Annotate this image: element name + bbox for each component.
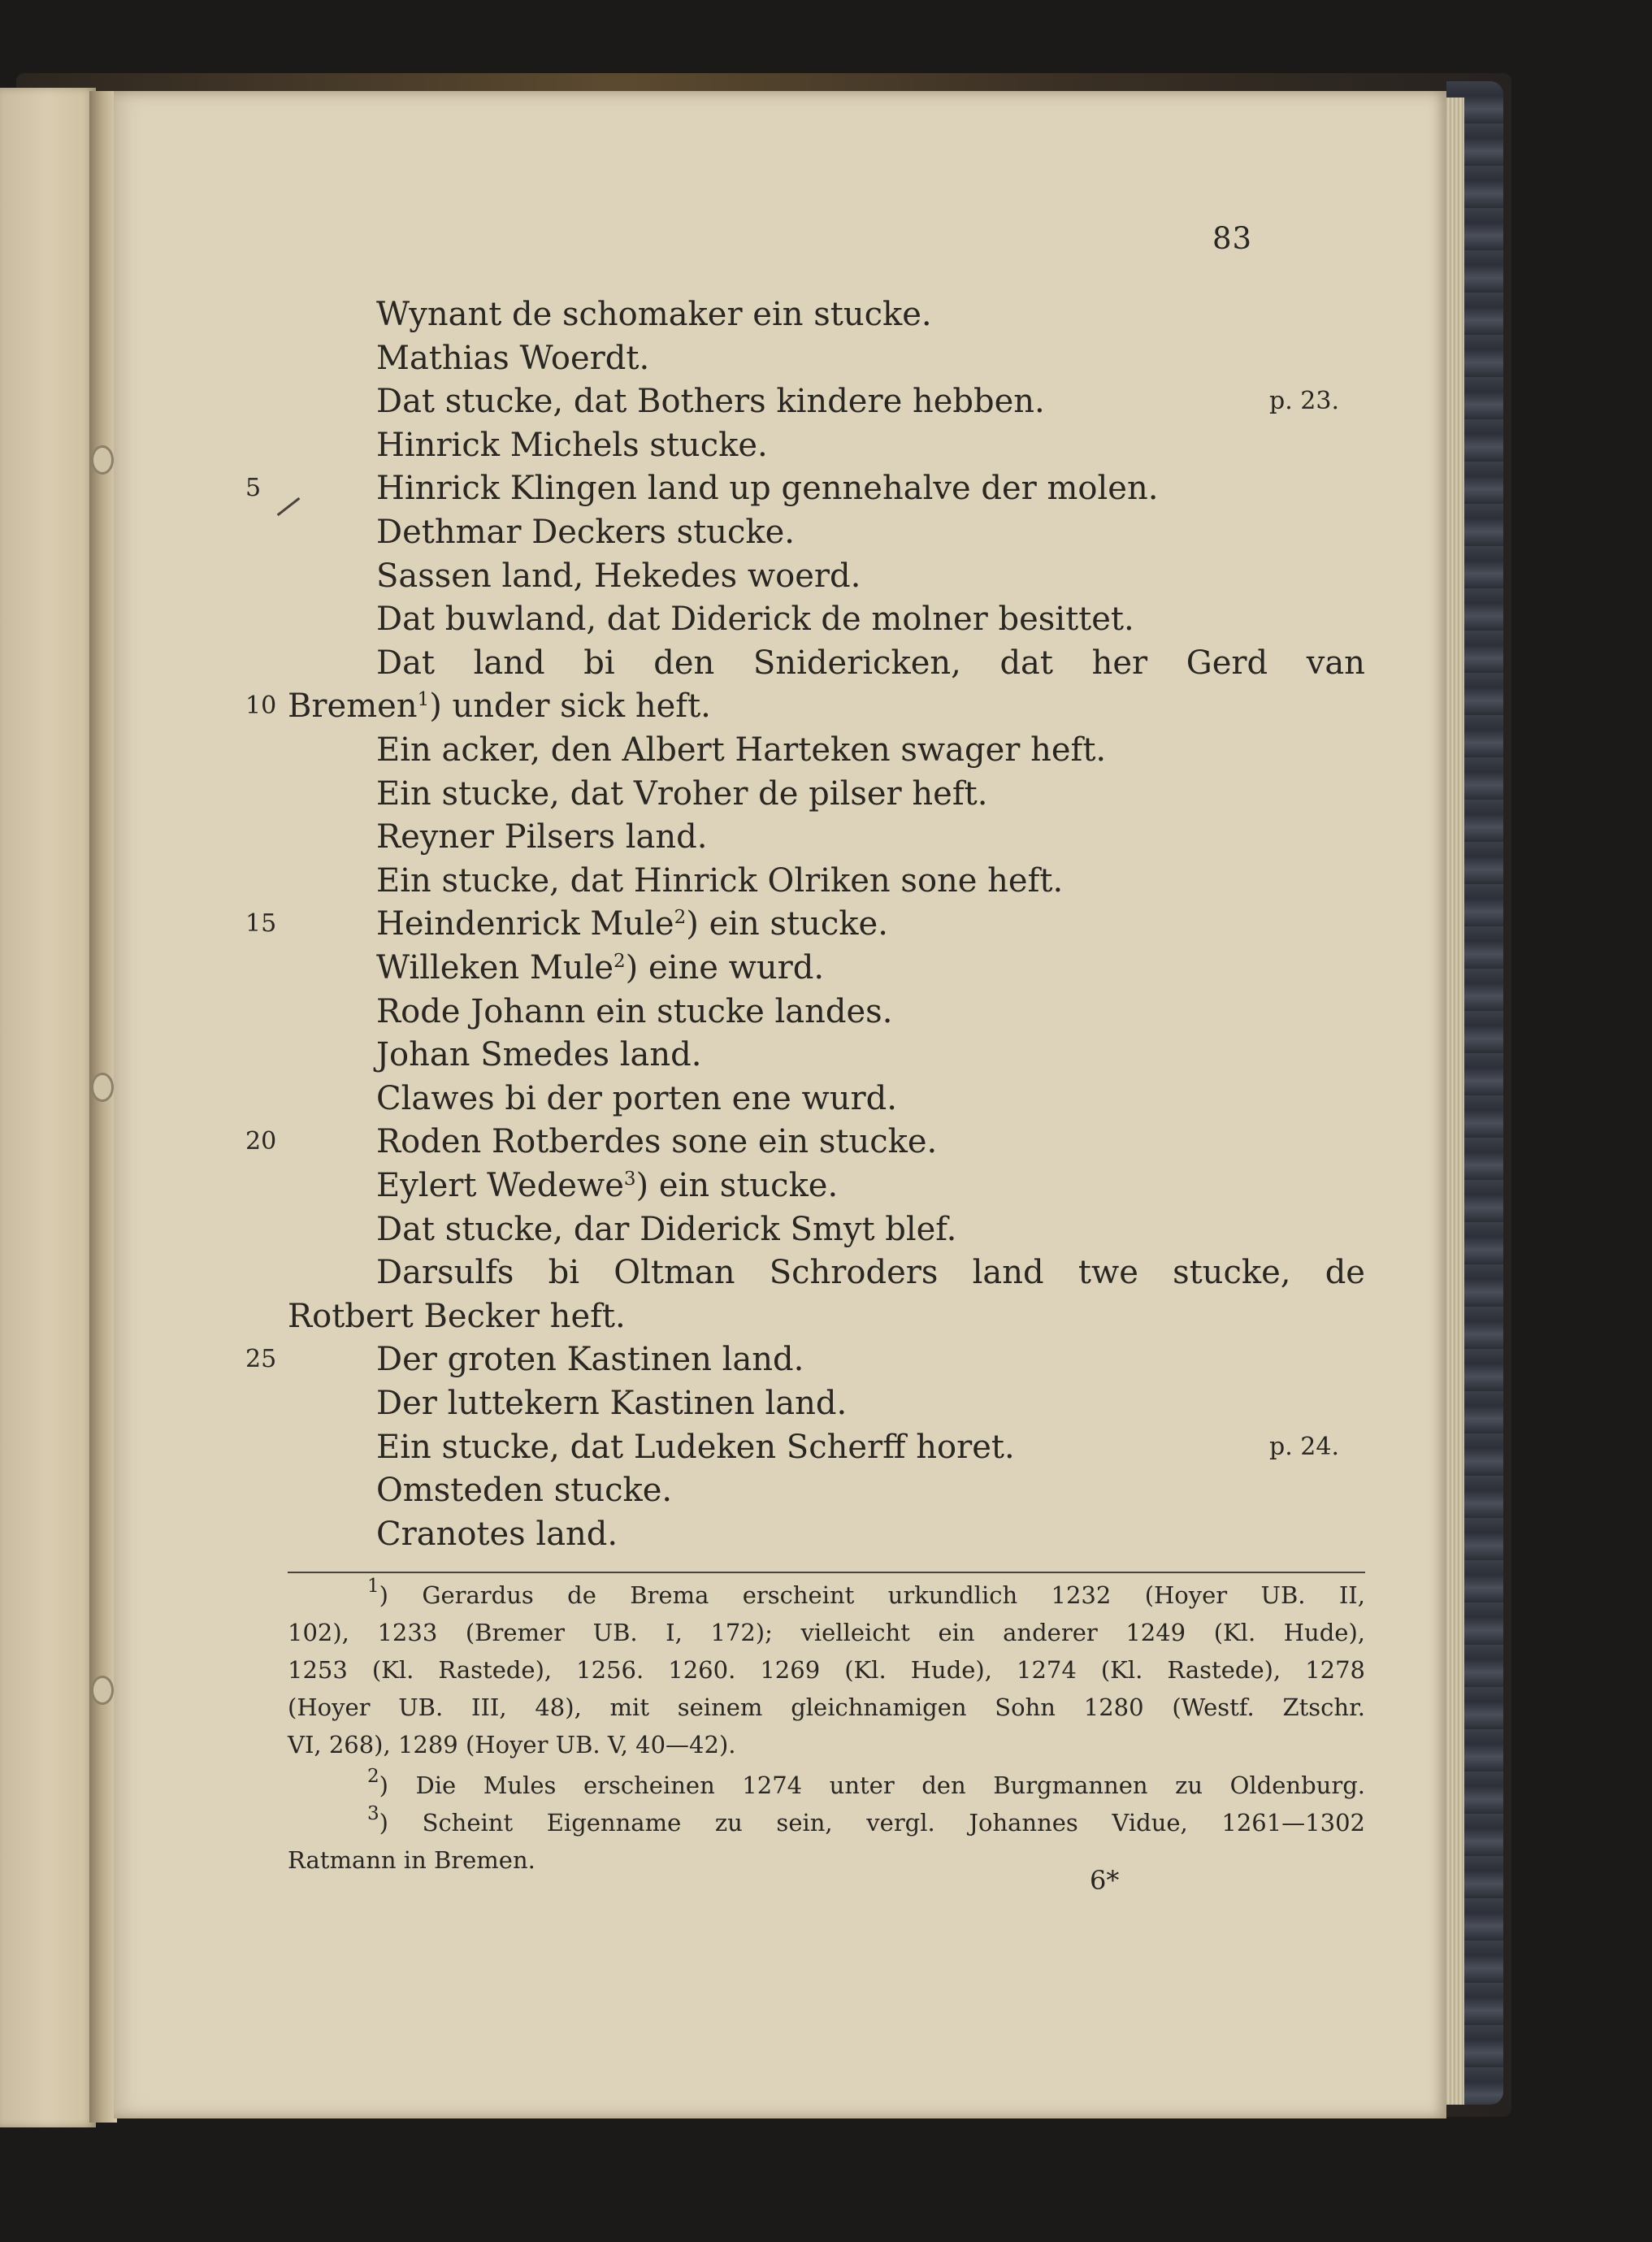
line-text-after: eine wurd. xyxy=(638,949,825,987)
text-line xyxy=(114,379,1446,423)
line-text-main: Bremen xyxy=(288,687,418,726)
line-text xyxy=(376,1512,618,1556)
text-line xyxy=(114,554,1446,598)
line-number: 10 xyxy=(245,692,277,721)
text-line xyxy=(114,1077,1446,1121)
footnote-paren: ) xyxy=(635,1167,649,1204)
word: van xyxy=(1306,644,1365,682)
footnote-mark: 2 xyxy=(367,1766,379,1787)
word: bi xyxy=(583,644,615,682)
binding-stitch xyxy=(91,445,114,475)
footnote-paren: ) xyxy=(686,905,699,943)
line-text-main: Dat stucke, dar Diderick Smyt blef. xyxy=(376,1210,957,1248)
line-text-main: Hinrick Klingen land up gennehalve der molen. xyxy=(376,470,1159,508)
line-text xyxy=(376,902,888,946)
word: Snidericken, xyxy=(752,644,961,682)
line-text-main: Rode Johann ein stucke landes. xyxy=(376,992,893,1030)
footnote-reference: 2 xyxy=(614,951,626,972)
text-line xyxy=(114,336,1446,380)
line-text xyxy=(288,684,711,728)
line-text-main: Wynant de schomaker ein stucke. xyxy=(376,296,932,333)
line-text-main: Heindenrick Mule xyxy=(376,905,674,943)
line-text xyxy=(376,1208,956,1251)
line-text xyxy=(376,1425,1015,1469)
line-text-main: Ein stucke, dat Vroher de pilser heft. xyxy=(376,774,988,813)
footnote-mark: 1 xyxy=(367,1576,379,1597)
line-text xyxy=(376,1381,847,1425)
line-text-after: under sick heft. xyxy=(441,687,711,726)
line-text-after: ein stucke. xyxy=(698,905,888,943)
footnote-reference: 1 xyxy=(417,689,430,711)
line-text-main: Reyner Pilsers land. xyxy=(376,818,708,856)
signature-mark: 6* xyxy=(1090,1865,1120,1896)
word: her xyxy=(1091,644,1148,682)
text-line xyxy=(114,684,1446,728)
line-text-main: Ein acker, den Albert Harteken swager heft. xyxy=(376,731,1107,769)
line-text-main: Dat buwland, dat Diderick de molner besittet. xyxy=(376,601,1134,639)
line-text xyxy=(376,1033,701,1077)
line-text xyxy=(376,728,1106,772)
line-text xyxy=(376,859,1063,903)
word: stucke, xyxy=(1173,1254,1291,1292)
line-text-main: Hinrick Michels stucke. xyxy=(376,426,768,464)
line-text xyxy=(376,1251,1365,1294)
text-line xyxy=(114,1164,1446,1208)
text-line xyxy=(114,946,1446,990)
book-gutter xyxy=(89,91,117,2123)
text-line xyxy=(114,859,1446,903)
line-text xyxy=(376,510,795,554)
footnote-paren: ) xyxy=(429,687,442,726)
text-line xyxy=(114,293,1446,336)
footnote-paren: ) xyxy=(625,949,639,987)
footnote-rule xyxy=(288,1572,1365,1573)
word: Oltman xyxy=(614,1254,735,1292)
line-text-main: Cranotes land. xyxy=(376,1515,618,1553)
text-line xyxy=(114,466,1446,510)
line-text-main: Clawes bi der porten ene wurd. xyxy=(376,1079,897,1117)
line-text xyxy=(376,1077,897,1121)
line-text xyxy=(376,990,892,1034)
text-line xyxy=(114,902,1446,946)
footnote-line: 1253 (Kl. Rastede), 1256. 1260. 1269 (Kl. Hude), 1274 (Kl. Rastede), 1278 xyxy=(288,1656,1365,1684)
text-line xyxy=(114,990,1446,1034)
line-text xyxy=(376,336,649,380)
word: twe xyxy=(1077,1254,1138,1292)
word: dat xyxy=(999,644,1053,682)
text-line xyxy=(114,1294,1446,1338)
text-line xyxy=(114,1425,1446,1469)
line-text xyxy=(376,597,1134,641)
text-line xyxy=(114,1381,1446,1425)
line-text-after: ein stucke. xyxy=(648,1167,839,1204)
line-text-main: Omsteden stucke. xyxy=(376,1472,673,1510)
line-text xyxy=(376,1164,838,1208)
line-text-main: Dethmar Deckers stucke. xyxy=(376,514,795,551)
word: Darsulfs xyxy=(376,1254,514,1292)
footnote-2 xyxy=(288,1767,1365,1804)
line-number: 5 xyxy=(245,474,262,503)
word: den xyxy=(653,644,715,682)
page-number: 83 xyxy=(1212,221,1253,256)
line-text-main: Eylert Wedewe xyxy=(376,1167,624,1204)
footnote-line: 102), 1233 (Bremer UB. I, 172); vielleicht ein anderer 1249 (Kl. Hude), xyxy=(288,1619,1365,1646)
text-line xyxy=(114,597,1446,641)
line-number: 20 xyxy=(245,1127,277,1156)
page-block-edge xyxy=(1446,98,1464,2105)
text-line xyxy=(114,1120,1446,1164)
book-page xyxy=(114,91,1446,2118)
footnote-1 xyxy=(288,1576,1365,1763)
word: Gerd xyxy=(1186,644,1268,682)
line-text xyxy=(376,641,1365,685)
word: Schroders xyxy=(769,1254,939,1292)
text-line xyxy=(114,1338,1446,1381)
manuscript-page-ref: p. 23. xyxy=(1269,387,1339,416)
line-text-main: Der groten Kastinen land. xyxy=(376,1341,804,1379)
line-text-main: Mathias Woerdt. xyxy=(376,339,650,377)
text-line xyxy=(114,728,1446,772)
word: land xyxy=(972,1254,1044,1292)
line-text xyxy=(376,554,861,598)
word: land xyxy=(473,644,545,682)
line-text-main: Sassen land, Hekedes woerd. xyxy=(376,557,861,595)
text-line xyxy=(114,1512,1446,1556)
text-line xyxy=(114,1468,1446,1512)
line-text xyxy=(376,815,707,859)
binding-stitch xyxy=(91,1073,114,1102)
line-text xyxy=(376,293,932,336)
line-text xyxy=(376,1120,937,1164)
footnote-reference: 2 xyxy=(674,907,687,929)
text-line xyxy=(114,423,1446,467)
line-text-main: Der luttekern Kastinen land. xyxy=(376,1385,848,1422)
footnote-line: ) Scheint Eigenname zu sein, vergl. Johannes Vidue, 1261—1302 xyxy=(379,1809,1365,1837)
footnote-line: ) Die Mules erscheinen 1274 unter den Burgmannen zu Oldenburg. xyxy=(379,1771,1365,1799)
line-number: 15 xyxy=(245,909,277,939)
line-text-main: Ein stucke, dat Hinrick Olriken sone heft. xyxy=(376,861,1064,900)
line-text xyxy=(376,1338,804,1381)
line-text-main: Roden Rotberdes sone ein stucke. xyxy=(376,1123,938,1161)
line-number: 25 xyxy=(245,1345,277,1374)
line-text xyxy=(376,1468,672,1512)
text-line xyxy=(114,510,1446,554)
line-text-main: Rotbert Becker heft. xyxy=(288,1297,626,1335)
footnote-reference: 3 xyxy=(623,1169,636,1190)
line-text xyxy=(376,772,987,816)
line-text-main: Ein stucke, dat Ludeken Scherff horet. xyxy=(376,1428,1015,1466)
binding-stitch xyxy=(91,1676,114,1705)
line-text-main: Dat stucke, dat Bothers kindere hebben. xyxy=(376,383,1045,421)
footnote-mark: 3 xyxy=(367,1803,379,1824)
facing-page-edge xyxy=(0,88,96,2127)
word: bi xyxy=(548,1254,580,1292)
text-line xyxy=(114,772,1446,816)
line-text xyxy=(288,1294,626,1338)
text-line xyxy=(114,1251,1446,1294)
text-line xyxy=(114,815,1446,859)
text-line xyxy=(114,641,1446,685)
footnote-3 xyxy=(288,1804,1365,1879)
text-line xyxy=(114,1033,1446,1077)
line-text xyxy=(376,379,1045,423)
line-text-main: Willeken Mule xyxy=(376,949,614,987)
manuscript-page-ref: p. 24. xyxy=(1269,1432,1339,1461)
word: de xyxy=(1325,1254,1365,1292)
footnote-line: VI, 268), 1289 (Hoyer UB. V, 40—42). xyxy=(288,1731,736,1758)
line-text xyxy=(376,466,1158,510)
word: Dat xyxy=(376,644,435,682)
footnote-line: (Hoyer UB. III, 48), mit seinem gleichnamigen Sohn 1280 (Westf. Ztschr. xyxy=(288,1693,1365,1721)
footnote-line: ) Gerardus de Brema erscheint urkundlich 1232 (Hoyer UB. II, xyxy=(379,1581,1365,1609)
text-line xyxy=(114,1208,1446,1251)
line-text xyxy=(376,946,824,990)
line-text-main: Johan Smedes land. xyxy=(376,1036,702,1074)
footnote-line: Ratmann in Bremen. xyxy=(288,1846,535,1874)
line-text xyxy=(376,423,768,467)
